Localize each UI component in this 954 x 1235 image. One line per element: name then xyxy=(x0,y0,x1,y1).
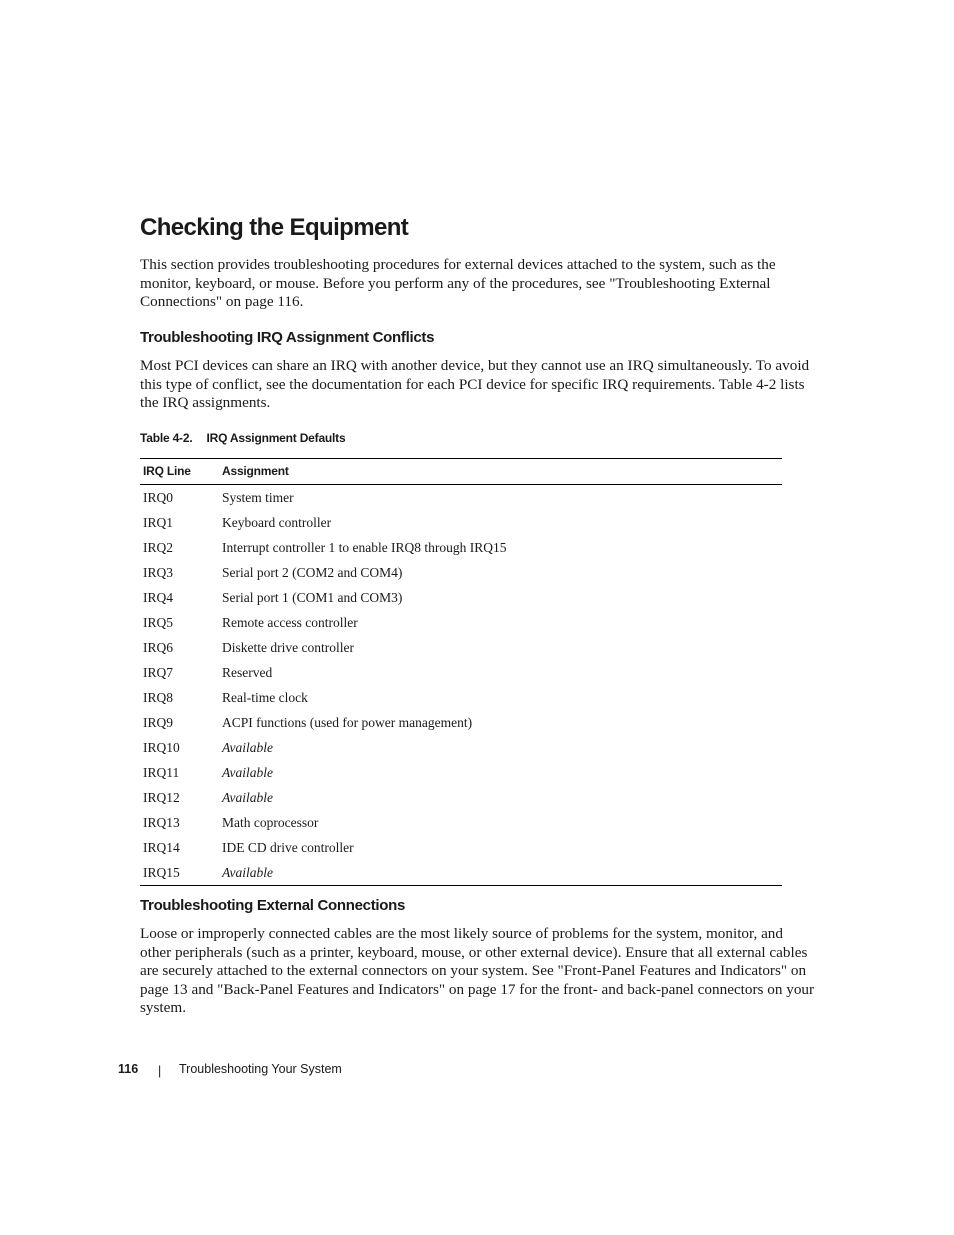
assignment-cell: Available xyxy=(222,865,273,880)
assignment-cell: Available xyxy=(222,740,273,755)
table-row xyxy=(140,735,782,760)
irq-line-cell: IRQ4 xyxy=(143,590,173,605)
irq-line-cell: IRQ11 xyxy=(143,765,180,780)
irq-section-heading: Troubleshooting IRQ Assignment Conflicts xyxy=(140,329,435,346)
table-header-irq-line: IRQ Line xyxy=(143,464,191,478)
intro-paragraph: This section provides troubleshooting procedures for external devices attached to the system, such as the monitor, keyboard, or mouse. Before you perform any of the procedures, see "Troubleshooting External Connections" on page 116. xyxy=(140,256,776,310)
irq-line-cell: IRQ13 xyxy=(143,815,180,830)
assignment-cell: Reserved xyxy=(222,665,273,680)
table-caption xyxy=(140,431,345,445)
assignment-cell: Serial port 1 (COM1 and COM3) xyxy=(222,590,403,605)
irq-line-cell: IRQ2 xyxy=(143,540,173,555)
assignment-cell: IDE CD drive controller xyxy=(222,840,354,855)
irq-line-cell: IRQ5 xyxy=(143,615,173,630)
assignment-cell: ACPI functions (used for power management) xyxy=(222,715,473,730)
irq-section-paragraph: Most PCI devices can share an IRQ with another device, but they cannot use an IRQ simultaneously. To avoid this type of conflict, see the documentation for each PCI device for specific IRQ requirements. Table 4-2 lists the IRQ assignments. xyxy=(140,357,810,411)
table-row xyxy=(140,560,782,585)
footer-separator: | xyxy=(158,1064,162,1078)
assignment-cell: Math coprocessor xyxy=(222,815,319,830)
assignment-cell: Available xyxy=(222,765,273,780)
irq-line-cell: IRQ0 xyxy=(143,490,173,505)
irq-line-cell: IRQ6 xyxy=(143,640,173,655)
assignment-cell: Serial port 2 (COM2 and COM4) xyxy=(222,565,403,580)
assignment-cell: System timer xyxy=(222,490,294,505)
external-section-paragraph: Loose or improperly connected cables are the most likely source of problems for the system, monitor, and other peripherals (such as a printer, keyboard, mouse, or other external device). Ensure that all external cables are securely attached to the external connectors on your system. See "Front-Panel Features and Indicators" on page 13 and "Back-Panel Features and Indicators" on page 17 for the front- and back-panel connectors on your system. xyxy=(140,925,815,1016)
table-row xyxy=(140,510,782,535)
page-footer xyxy=(118,1062,342,1078)
table-row xyxy=(140,685,782,710)
assignment-cell: Real-time clock xyxy=(222,690,308,705)
table-header-assignment: Assignment xyxy=(222,464,289,478)
footer-chapter-title: Troubleshooting Your System xyxy=(179,1062,342,1076)
assignment-cell: Remote access controller xyxy=(222,615,358,630)
table-row xyxy=(140,760,782,785)
table-row xyxy=(140,610,782,635)
irq-assignment-table xyxy=(140,458,782,886)
external-section-heading: Troubleshooting External Connections xyxy=(140,897,406,914)
section-title: Checking the Equipment xyxy=(140,214,409,241)
table-row xyxy=(140,785,782,810)
irq-line-cell: IRQ15 xyxy=(143,865,180,880)
table-header-row xyxy=(140,459,782,485)
table-row xyxy=(140,810,782,835)
table-row xyxy=(140,485,782,510)
table-caption-title: IRQ Assignment Defaults xyxy=(206,431,346,445)
table-row xyxy=(140,585,782,610)
table-body xyxy=(140,485,782,885)
irq-line-cell: IRQ8 xyxy=(143,690,173,705)
table-row xyxy=(140,835,782,860)
table-row xyxy=(140,535,782,560)
assignment-cell: Interrupt controller 1 to enable IRQ8 through IRQ15 xyxy=(222,540,507,555)
table-row xyxy=(140,635,782,660)
irq-line-cell: IRQ1 xyxy=(143,515,173,530)
irq-line-cell: IRQ7 xyxy=(143,665,173,680)
irq-line-cell: IRQ9 xyxy=(143,715,173,730)
table-row xyxy=(140,660,782,685)
irq-line-cell: IRQ3 xyxy=(143,565,173,580)
table-caption-label: Table 4-2. xyxy=(140,431,193,445)
irq-line-cell: IRQ12 xyxy=(143,790,180,805)
irq-line-cell: IRQ10 xyxy=(143,740,180,755)
assignment-cell: Diskette drive controller xyxy=(222,640,354,655)
assignment-cell: Available xyxy=(222,790,273,805)
table-row xyxy=(140,860,782,885)
assignment-cell: Keyboard controller xyxy=(222,515,332,530)
page-number: 116 xyxy=(118,1062,139,1076)
table-row xyxy=(140,710,782,735)
irq-line-cell: IRQ14 xyxy=(143,840,180,855)
